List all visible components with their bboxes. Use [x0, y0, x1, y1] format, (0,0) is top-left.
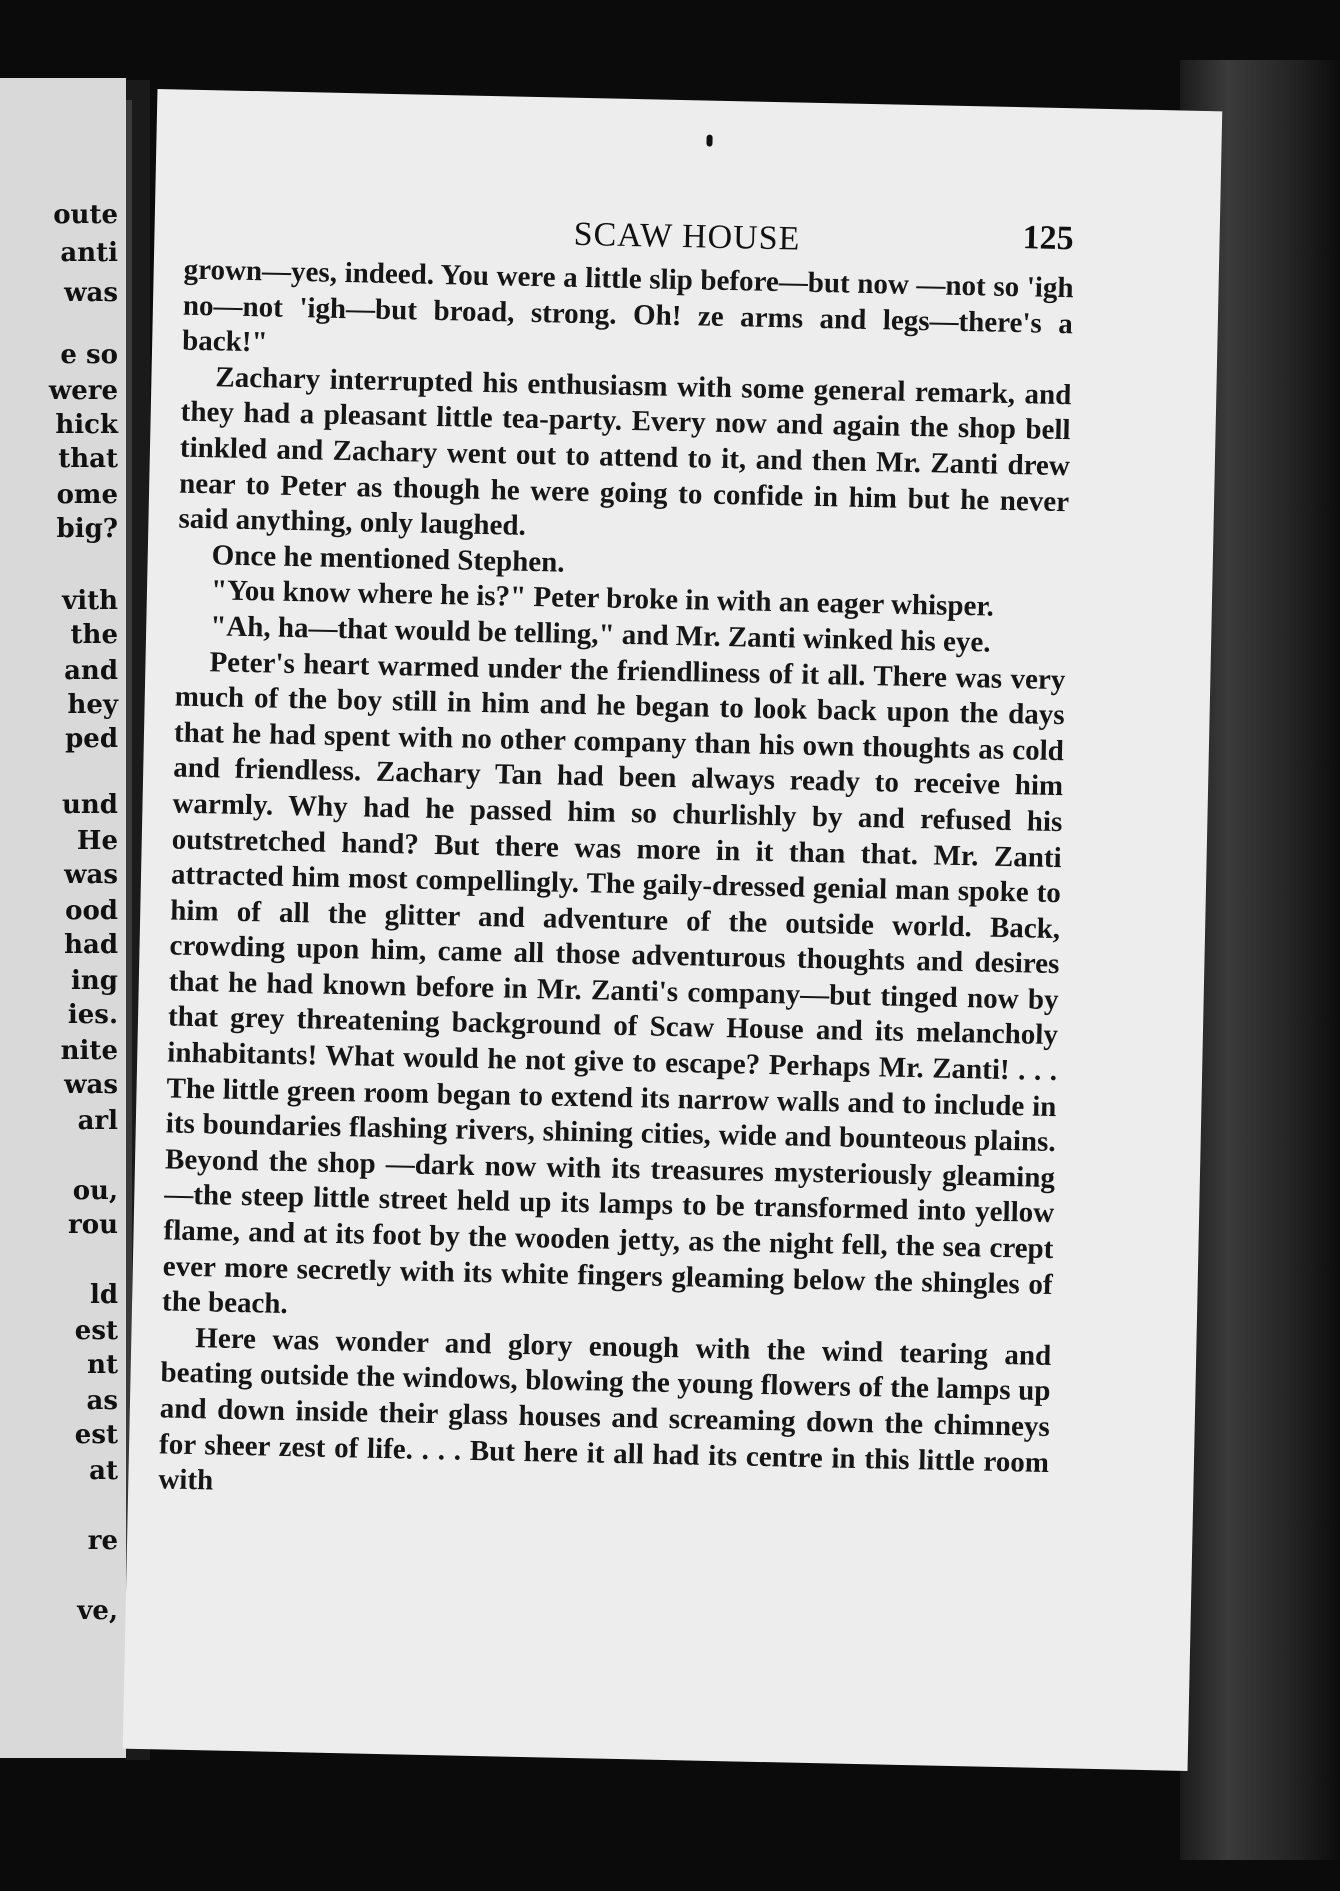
- paragraph: grown—yes, indeed. You were a little slip before—but now —not so 'igh no—not 'igh—but broad, strong. Oh! ze arms and legs—there's a back!": [181, 253, 1074, 359]
- facing-page-line: that: [58, 444, 118, 474]
- facing-page-line: big?: [56, 514, 118, 544]
- facing-page-line: was: [64, 860, 118, 890]
- paragraph: Once he mentioned Stephen.: [211, 539, 565, 579]
- facing-page-line: He: [76, 826, 118, 856]
- facing-page-line: were: [48, 376, 118, 406]
- facing-page-line: ve,: [77, 1596, 118, 1626]
- running-head: SCAW HOUSE: [573, 215, 801, 258]
- facing-page-line: rou: [68, 1210, 118, 1240]
- book-page: [123, 89, 1223, 1771]
- facing-page-line: the: [70, 620, 118, 650]
- facing-page-line: ood: [65, 896, 118, 926]
- facing-page-line: re: [87, 1526, 118, 1556]
- paragraph: "You know where he is?" Peter broke in with an eager whisper.: [210, 574, 995, 623]
- facing-page-line: ome: [56, 480, 118, 510]
- facing-page-line: had: [64, 930, 118, 960]
- facing-page-line: hick: [55, 410, 118, 440]
- facing-page-line: arl: [77, 1106, 118, 1136]
- facing-page-line: und: [62, 790, 118, 820]
- body-text: [158, 253, 1074, 1517]
- facing-page-line: ld: [89, 1280, 118, 1310]
- facing-page-line: at: [89, 1456, 118, 1486]
- facing-page-line: and: [64, 656, 118, 686]
- paragraph: Here was wonder and glory enough with the wind tearing and beating outside the windows, blowing the young flowers of the lamps up and down inside their glass houses and screaming down the chimneys for sheer zest of life. . . . But here it all had its centre in this little room with: [158, 1321, 1052, 1497]
- facing-page-line: e so: [60, 340, 118, 370]
- page-number: 125: [1022, 219, 1074, 258]
- paragraph: Peter's heart warmed under the friendliness of it all. There was very much of the boy still in him and he began to look back upon the days that he had spent with no other company than his own thoughts as cold and friendless. Zachary Tan had been always ready to receive him warmly. Why had he passed him so churlishly by and refused his outstretched hand? But there was more in it than that. Mr. Zanti attracted him most compellingly. The gaily-dressed genial man spoke to him of all the glitter and adventure of the outside world. Back, crowding upon him, came all those adventurous thoughts and desires that he had known before in Mr. Zanti's company—but tinged now by that grey threatening background of Scaw House and its melancholy inhabitants! What would he not give to escape? Perhaps Mr. Zanti! . . . The little green room began to extend its narrow walls and to include in its boundaries flashing rivers, shining cities, wide and bounteous plains. Beyond the shop —dark now with its treasures mysteriously gleaming—the steep little street held up its lamps to be transformed into yellow flame, and at its foot by the wooden jetty, as the night fell, the sea crept ever more secretly with its white fingers gleaming below the shingles of the beach.: [161, 645, 1066, 1321]
- facing-page-line: ies.: [67, 1000, 118, 1030]
- facing-page-fragment: [0, 78, 126, 1758]
- facing-page-line: nt: [87, 1350, 118, 1380]
- paragraph: "Ah, ha—that would be telling," and Mr. Zanti winked his eye.: [209, 610, 991, 659]
- facing-page-line: est: [74, 1316, 118, 1346]
- facing-page-line: ped: [65, 724, 118, 754]
- facing-page-line: as: [86, 1386, 118, 1416]
- facing-page-line: est: [74, 1420, 118, 1450]
- facing-page-line: nite: [60, 1036, 118, 1066]
- facing-page-line: ou,: [72, 1176, 118, 1206]
- facing-page-line: oute: [53, 200, 118, 230]
- facing-page-line: was: [64, 278, 118, 308]
- facing-page-line: was: [64, 1070, 118, 1100]
- facing-page-line: anti: [60, 238, 118, 268]
- facing-page-line: ing: [71, 966, 118, 996]
- paragraph: Zachary interrupted his enthusiasm with some general remark, and they had a pleasant little tea-party. Every now and again the shop bell tinkled and Zachary went out to attend to it, and then Mr. Zanti drew near to Peter as though he were going to confide in him but he never said anything, only laughed.: [178, 361, 1072, 542]
- page-mark: [706, 135, 712, 147]
- facing-page-line: vith: [62, 586, 118, 616]
- facing-page-line: hey: [67, 690, 118, 720]
